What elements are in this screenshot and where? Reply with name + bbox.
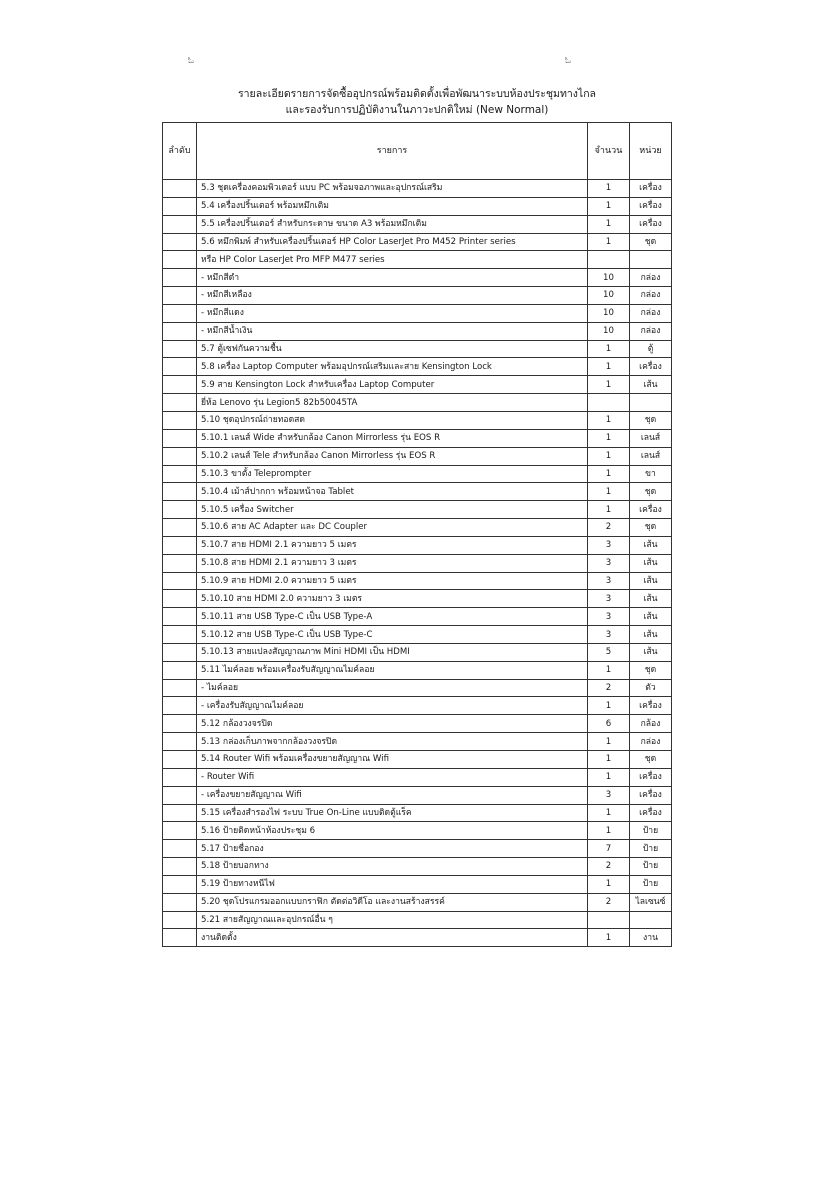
row-unit-cell xyxy=(630,394,672,412)
table-row xyxy=(163,768,672,786)
table-row xyxy=(163,215,672,233)
row-number-cell xyxy=(163,340,197,358)
row-item-cell: 5.10.1 เลนส์ Wide สำหรับกล้อง Canon Mirrorless รุ่น EOS R xyxy=(197,429,588,447)
row-qty-cell: 3 xyxy=(588,786,630,804)
table-row xyxy=(163,804,672,822)
row-unit-cell: กล่อง xyxy=(630,269,672,287)
table-row xyxy=(163,447,672,465)
row-item-cell: 5.10.11 สาย USB Type-C เป็น USB Type-A xyxy=(197,608,588,626)
row-unit-cell: ชุด xyxy=(630,519,672,537)
row-number-cell xyxy=(163,554,197,572)
row-qty-cell: 2 xyxy=(588,679,630,697)
row-unit-cell: ชุด xyxy=(630,233,672,251)
table-row xyxy=(163,840,672,858)
row-qty-cell: 10 xyxy=(588,287,630,305)
row-item-cell: - เครื่องขยายสัญญาณ Wifi xyxy=(197,786,588,804)
row-item-cell: 5.20 ชุดโปรแกรมออกแบบกราฟิก ตัดต่อวิดีโอ และงานสร้างสรรค์ xyxy=(197,893,588,911)
row-unit-cell: เครื่อง xyxy=(630,804,672,822)
row-item-cell: - หมึกสีเหลือง xyxy=(197,287,588,305)
row-unit-cell: กล้อง xyxy=(630,715,672,733)
table-row xyxy=(163,340,672,358)
table-row xyxy=(163,626,672,644)
row-qty-cell: 10 xyxy=(588,304,630,322)
row-qty-cell: 7 xyxy=(588,840,630,858)
row-item-cell: 5.8 เครื่อง Laptop Computer พร้อมอุปกรณ์เสริมและสาย Kensington Lock xyxy=(197,358,588,376)
row-qty-cell: 3 xyxy=(588,554,630,572)
row-item-cell: 5.17 ป้ายชื่อกอง xyxy=(197,840,588,858)
row-number-cell xyxy=(163,804,197,822)
table-row xyxy=(163,661,672,679)
row-qty-cell: 1 xyxy=(588,447,630,465)
row-unit-cell: เส้น xyxy=(630,626,672,644)
row-unit-cell: ชุด xyxy=(630,483,672,501)
table-row xyxy=(163,269,672,287)
row-number-cell xyxy=(163,465,197,483)
row-unit-cell: ไลเซนซ์ xyxy=(630,893,672,911)
row-qty-cell: 1 xyxy=(588,733,630,751)
header-qty: จำนวน xyxy=(588,123,630,180)
table-row xyxy=(163,822,672,840)
row-unit-cell xyxy=(630,911,672,929)
table-footer-row xyxy=(163,929,672,947)
row-number-cell xyxy=(163,786,197,804)
row-number-cell xyxy=(163,394,197,412)
row-unit-cell: เครื่อง xyxy=(630,501,672,519)
table-row xyxy=(163,572,672,590)
row-number-cell xyxy=(163,768,197,786)
table-row xyxy=(163,679,672,697)
row-qty-cell: 1 xyxy=(588,411,630,429)
row-item-cell: 5.10 ชุดอุปกรณ์ถ่ายทอดสด xyxy=(197,411,588,429)
row-unit-cell: เครื่อง xyxy=(630,786,672,804)
row-item-cell: หรือ HP Color LaserJet Pro MFP M477 series xyxy=(197,251,588,269)
row-number-cell xyxy=(163,358,197,376)
row-unit-cell: กล่อง xyxy=(630,733,672,751)
table-row xyxy=(163,858,672,876)
row-unit-cell: เส้น xyxy=(630,554,672,572)
row-item-cell: 5.10.2 เลนส์ Tele สำหรับกล้อง Canon Mirrorless รุ่น EOS R xyxy=(197,447,588,465)
row-unit-cell: กล่อง xyxy=(630,287,672,305)
header-unit: หน่วย xyxy=(630,123,672,180)
row-qty-cell: 1 xyxy=(588,768,630,786)
row-number-cell xyxy=(163,411,197,429)
table-row xyxy=(163,715,672,733)
row-number-cell xyxy=(163,197,197,215)
row-unit-cell: เส้น xyxy=(630,536,672,554)
row-unit-cell: เครื่อง xyxy=(630,215,672,233)
row-qty-cell: 3 xyxy=(588,608,630,626)
row-item-cell: 5.19 ป้ายทางหนีไฟ xyxy=(197,875,588,893)
row-number-cell xyxy=(163,643,197,661)
row-unit-cell: เครื่อง xyxy=(630,358,672,376)
row-item-cell: 5.10.8 สาย HDMI 2.1 ความยาว 3 เมตร xyxy=(197,554,588,572)
row-unit-cell: ป้าย xyxy=(630,858,672,876)
row-unit-cell: ป้าย xyxy=(630,822,672,840)
row-qty-cell: 10 xyxy=(588,269,630,287)
row-qty-cell: 3 xyxy=(588,590,630,608)
row-qty-cell: 1 xyxy=(588,501,630,519)
row-item-cell: - หมึกสีแดง xyxy=(197,304,588,322)
row-qty-cell: 1 xyxy=(588,233,630,251)
row-number-cell xyxy=(163,376,197,394)
row-qty-cell: 6 xyxy=(588,715,630,733)
header-no: ลำดับ xyxy=(163,123,197,180)
row-item-cell: - เครื่องรับสัญญาณไมค์ลอย xyxy=(197,697,588,715)
row-unit-cell: ตู้ xyxy=(630,340,672,358)
table-row xyxy=(163,429,672,447)
header-item: รายการ xyxy=(197,123,588,180)
row-item-cell: 5.21 สายสัญญาณและอุปกรณ์อื่น ๆ xyxy=(197,911,588,929)
row-item-cell: ยี่ห้อ Lenovo รุ่น Legion5 82b50045TA xyxy=(197,394,588,412)
row-item-cell: 5.9 สาย Kensington Lock สำหรับเครื่อง Laptop Computer xyxy=(197,376,588,394)
row-item-cell: 5.10.13 สายแปลงสัญญาณภาพ Mini HDMI เป็น HDMI xyxy=(197,643,588,661)
table-row xyxy=(163,411,672,429)
row-number-cell xyxy=(163,751,197,769)
row-number-cell xyxy=(163,251,197,269)
table-row xyxy=(163,251,672,269)
row-qty-cell: 1 xyxy=(588,697,630,715)
row-number-cell xyxy=(163,626,197,644)
row-qty-cell: 1 xyxy=(588,197,630,215)
table-row xyxy=(163,893,672,911)
row-unit-cell: เครื่อง xyxy=(630,197,672,215)
row-number-cell xyxy=(163,233,197,251)
row-unit-cell: กล่อง xyxy=(630,304,672,322)
row-qty-cell: 1 xyxy=(588,465,630,483)
row-qty-cell: 1 xyxy=(588,875,630,893)
table-row xyxy=(163,197,672,215)
row-unit-cell: ชุด xyxy=(630,751,672,769)
row-qty-cell: 3 xyxy=(588,626,630,644)
footer-unit-cell: งาน xyxy=(630,929,672,947)
row-item-cell: 5.3 ชุดเครื่องคอมพิวเตอร์ แบบ PC พร้อมจอภาพและอุปกรณ์เสริม xyxy=(197,180,588,198)
row-unit-cell: เลนส์ xyxy=(630,447,672,465)
table-row xyxy=(163,751,672,769)
row-item-cell: 5.11 ไมค์ลอย พร้อมเครื่องรับสัญญาณไมค์ลอย xyxy=(197,661,588,679)
table-row xyxy=(163,376,672,394)
row-number-cell xyxy=(163,858,197,876)
row-number-cell xyxy=(163,287,197,305)
row-item-cell: - หมึกสีน้ำเงิน xyxy=(197,322,588,340)
row-item-cell: 5.10.3 ขาตั้ง Teleprompter xyxy=(197,465,588,483)
footer-qty-cell: 1 xyxy=(588,929,630,947)
row-unit-cell: ชุด xyxy=(630,661,672,679)
table-row xyxy=(163,519,672,537)
footer-item-cell: งานติดตั้ง xyxy=(197,929,588,947)
table-row xyxy=(163,358,672,376)
table-row xyxy=(163,501,672,519)
row-item-cell: 5.10.7 สาย HDMI 2.1 ความยาว 5 เมตร xyxy=(197,536,588,554)
row-unit-cell: เครื่อง xyxy=(630,768,672,786)
row-qty-cell: 2 xyxy=(588,519,630,537)
table-row xyxy=(163,465,672,483)
row-number-cell xyxy=(163,536,197,554)
row-qty-cell: 1 xyxy=(588,358,630,376)
table-row xyxy=(163,697,672,715)
row-qty-cell xyxy=(588,911,630,929)
row-unit-cell: เลนส์ xyxy=(630,429,672,447)
table-row xyxy=(163,304,672,322)
row-number-cell xyxy=(163,840,197,858)
row-number-cell xyxy=(163,501,197,519)
equipment-table xyxy=(162,122,672,947)
table-row xyxy=(163,875,672,893)
table-row xyxy=(163,786,672,804)
row-qty-cell: 1 xyxy=(588,180,630,198)
table-row xyxy=(163,394,672,412)
row-qty-cell: 5 xyxy=(588,643,630,661)
row-item-cell: - Router Wifi xyxy=(197,768,588,786)
row-item-cell: 5.12 กล้องวงจรปิด xyxy=(197,715,588,733)
table-row xyxy=(163,608,672,626)
row-unit-cell: เครื่อง xyxy=(630,697,672,715)
table-row xyxy=(163,536,672,554)
row-number-cell xyxy=(163,661,197,679)
row-unit-cell: ชุด xyxy=(630,411,672,429)
row-qty-cell: 1 xyxy=(588,340,630,358)
row-qty-cell: 3 xyxy=(588,572,630,590)
row-unit-cell xyxy=(630,251,672,269)
row-qty-cell: 2 xyxy=(588,858,630,876)
row-qty-cell: 1 xyxy=(588,376,630,394)
row-item-cell: 5.15 เครื่องสำรองไฟ ระบบ True On-Line แบบติดตู้แร็ค xyxy=(197,804,588,822)
row-number-cell xyxy=(163,215,197,233)
row-item-cell: 5.6 หมึกพิมพ์ สำหรับเครื่องปริ้นเตอร์ HP Color LaserJet Pro M452 Printer series xyxy=(197,233,588,251)
row-item-cell: 5.18 ป้ายบอกทาง xyxy=(197,858,588,876)
row-number-cell xyxy=(163,590,197,608)
table-row xyxy=(163,554,672,572)
row-unit-cell: ขา xyxy=(630,465,672,483)
row-qty-cell: 1 xyxy=(588,429,630,447)
row-number-cell xyxy=(163,697,197,715)
row-unit-cell: เส้น xyxy=(630,572,672,590)
row-item-cell: 5.13 กล่องเก็บภาพจากกล้องวงจรปิด xyxy=(197,733,588,751)
row-number-cell xyxy=(163,322,197,340)
row-item-cell: 5.14 Router Wifi พร้อมเครื่องขยายสัญญาณ Wifi xyxy=(197,751,588,769)
row-item-cell: 5.16 ป้ายติดหน้าห้องประชุม 6 xyxy=(197,822,588,840)
document-title-line-2: และรองรับการปฏิบัติงานในภาวะปกติใหม่ (New Normal) xyxy=(285,104,549,116)
row-number-cell xyxy=(163,304,197,322)
table-header-row xyxy=(163,123,672,180)
row-number-cell xyxy=(163,269,197,287)
row-number-cell xyxy=(163,608,197,626)
row-qty-cell xyxy=(588,251,630,269)
row-qty-cell: 1 xyxy=(588,661,630,679)
row-number-cell xyxy=(163,875,197,893)
row-qty-cell: 3 xyxy=(588,536,630,554)
scan-mark-left: ಓ xyxy=(188,56,195,66)
row-number-cell xyxy=(163,822,197,840)
table-body xyxy=(163,180,672,947)
table-row xyxy=(163,287,672,305)
row-qty-cell: 1 xyxy=(588,483,630,501)
row-qty-cell: 1 xyxy=(588,215,630,233)
row-number-cell xyxy=(163,911,197,929)
row-item-cell: 5.7 ตู้เซฟกันความชื้น xyxy=(197,340,588,358)
table-row xyxy=(163,180,672,198)
table-row xyxy=(163,233,672,251)
row-unit-cell: เครื่อง xyxy=(630,180,672,198)
row-unit-cell: กล่อง xyxy=(630,322,672,340)
row-number-cell xyxy=(163,429,197,447)
table-row xyxy=(163,733,672,751)
row-qty-cell: 1 xyxy=(588,804,630,822)
row-number-cell xyxy=(163,715,197,733)
row-number-cell xyxy=(163,572,197,590)
row-unit-cell: ป้าย xyxy=(630,875,672,893)
row-unit-cell: ตัว xyxy=(630,679,672,697)
row-qty-cell: 10 xyxy=(588,322,630,340)
row-item-cell: 5.10.6 สาย AC Adapter และ DC Coupler xyxy=(197,519,588,537)
row-item-cell: 5.10.4 เม้าส์ปากกา พร้อมหน้าจอ Tablet xyxy=(197,483,588,501)
row-item-cell: 5.10.12 สาย USB Type-C เป็น USB Type-C xyxy=(197,626,588,644)
row-number-cell xyxy=(163,483,197,501)
row-qty-cell: 1 xyxy=(588,822,630,840)
row-qty-cell xyxy=(588,394,630,412)
row-item-cell: 5.10.5 เครื่อง Switcher xyxy=(197,501,588,519)
row-item-cell: - หมึกสีดำ xyxy=(197,269,588,287)
row-item-cell: 5.10.9 สาย HDMI 2.0 ความยาว 5 เมตร xyxy=(197,572,588,590)
table-row xyxy=(163,643,672,661)
row-number-cell xyxy=(163,679,197,697)
row-unit-cell: เส้น xyxy=(630,608,672,626)
row-number-cell xyxy=(163,893,197,911)
row-number-cell xyxy=(163,519,197,537)
row-unit-cell: เส้น xyxy=(630,643,672,661)
row-unit-cell: เส้น xyxy=(630,590,672,608)
footer-number-cell xyxy=(163,929,197,947)
table-row xyxy=(163,322,672,340)
document-title-line-1: รายละเอียดรายการจัดซื้ออุปกรณ์พร้อมติดตั้งเพื่อพัฒนาระบบห้องประชุมทางไกล xyxy=(238,88,596,100)
row-qty-cell: 2 xyxy=(588,893,630,911)
row-item-cell: 5.10.10 สาย HDMI 2.0 ความยาว 3 เมตร xyxy=(197,590,588,608)
row-number-cell xyxy=(163,447,197,465)
scan-mark-right: ಓ xyxy=(565,56,572,66)
row-item-cell: 5.4 เครื่องปริ้นเตอร์ พร้อมหมึกเติม xyxy=(197,197,588,215)
table-row xyxy=(163,911,672,929)
table-row xyxy=(163,590,672,608)
row-item-cell: 5.5 เครื่องปริ้นเตอร์ สำหรับกระดาษ ขนาด A3 พร้อมหมึกเติม xyxy=(197,215,588,233)
row-item-cell: - ไมค์ลอย xyxy=(197,679,588,697)
table-row xyxy=(163,483,672,501)
row-unit-cell: เส้น xyxy=(630,376,672,394)
row-unit-cell: ป้าย xyxy=(630,840,672,858)
row-number-cell xyxy=(163,733,197,751)
row-number-cell xyxy=(163,180,197,198)
row-qty-cell: 1 xyxy=(588,751,630,769)
